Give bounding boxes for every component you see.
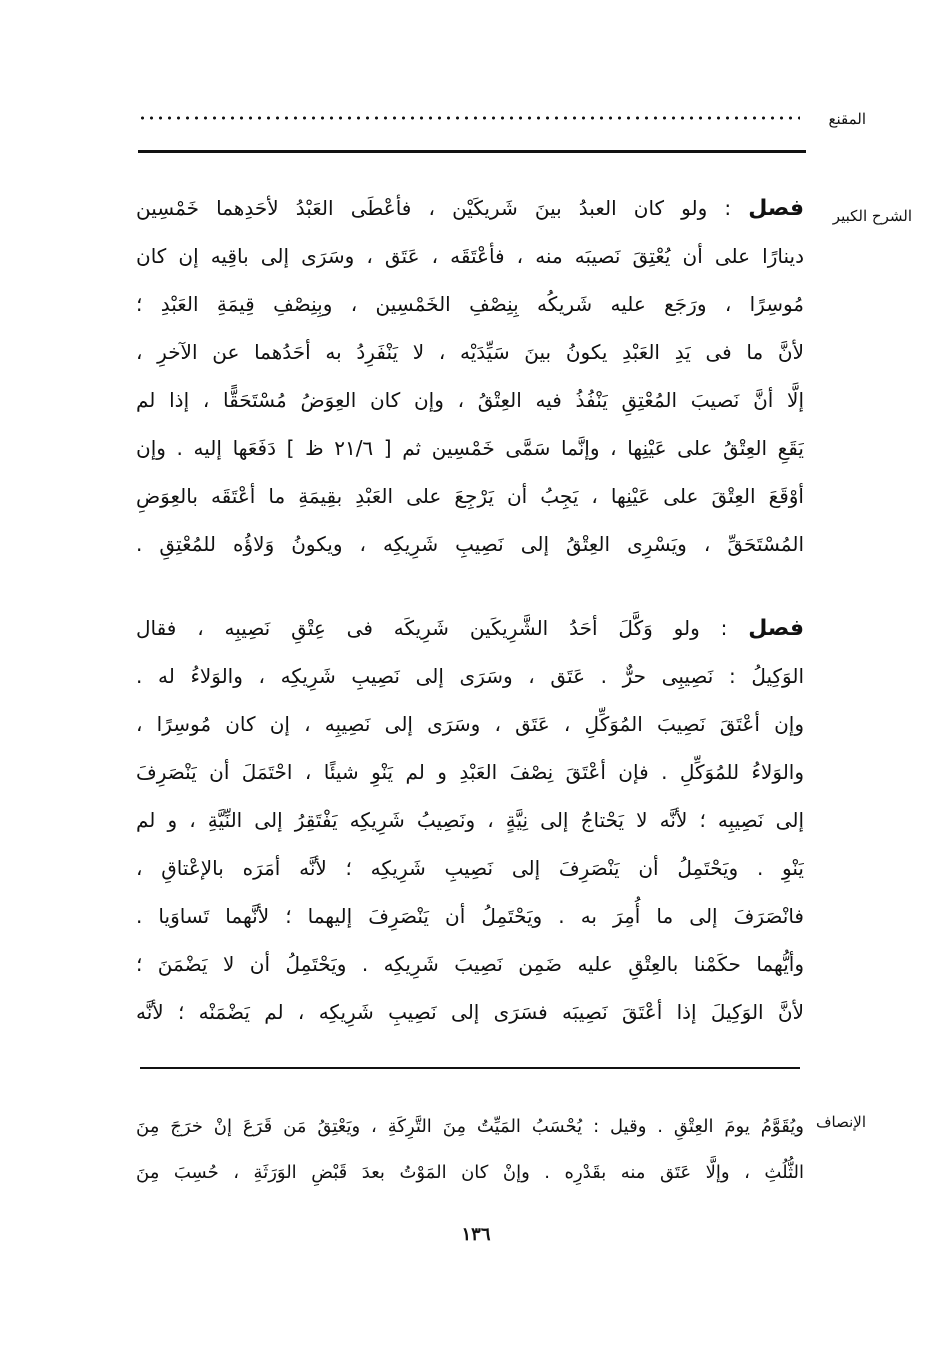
side-label-sharh: الشرح الكبير: [832, 207, 912, 225]
line-text: : ولو كان العبدُ بينَ شَريكَيْن ، فأعْطَى العَبْدُ لأحَدِهما خَمْسِين: [136, 196, 732, 220]
text-line: يَنْوِ . ويَحْتَمِلُ أن يَنْصَرِفَ إلى نَصِيبِ شَرِيكِه ؛ لأنَّه أمَرَه بالإعْتاقِ ،: [136, 856, 804, 880]
footnote-line: ويُقَوَّمُ يومَ العِتْقِ . وقيل : يُحْسَبُ المَيِّتُ مِنَ التَّرِكَةِ ، ويَعْتِقُ مَن قَرَعَ إنْ خرَجَ مِنَ: [136, 1116, 804, 1137]
paragraph-section-2: [136, 604, 804, 1036]
text-line: [136, 184, 804, 232]
text-line: يَقَعِ العِتْقُ على عَيْنِها ، وإنَّما سَمَّى خَمْسِين ثم [ ٢١/٦ ظ ] دَفَعَها إليه . وإن: [136, 436, 804, 460]
text-line: وإن أعْتَقَ نَصِيبَ المُوَكِّلِ ، عَتَق ، وسَرَى إلى نَصِيبِه ، إن كان مُوسِرًا ،: [136, 712, 804, 736]
text-line: [136, 604, 804, 652]
text-line: مُوسِرًا ، ورَجَع عليه شَريكُه بِنِصْفِ الخَمْسِين ، وبِنِصْفِ قِيمَةِ العَبْدِ ؛: [136, 292, 804, 316]
line-text: : ولو وَكَّلَ أحَدُ الشَّرِيكَين شَرِيكَه فى عِتْقِ نَصِيبِه ، فقال: [136, 616, 728, 640]
side-label-insaf: الإنصاف: [815, 1113, 866, 1131]
text-line: الوَكِيلُ : نَصِيبِى حرٌّ . عَتَق ، وسَرَى إلى نَصِيبِ شَرِيكِه ، والوَلاءُ له .: [136, 664, 804, 688]
header-dotted-leader: [138, 116, 800, 120]
text-line: إلى نَصِيبِه ؛ لأنَّه لا يَحْتاجُ إلى نِيَّةٍ ، ونَصِيبُ شَرِيكِه يَفْتَقِرُ إلى النِّيَّةِ ، و لم: [136, 808, 804, 832]
text-line: وأيُّهما حكَمْنا بالعِتْقِ عليه ضَمِن نَصِيبَ شَرِيكِه . ويَحْتَمِلُ أن لا يَضْمَنَ ؛: [136, 952, 804, 976]
text-line: المُسْتَحَقِّ ، ويَسْرِى العِتْقُ إلى نَصِيبِ شَرِيكِه ، ويكونُ وَلاؤُه للمُعْتِقِ .: [136, 532, 804, 556]
text-line: لأنَّ ما فى يَدِ العَبْدِ يكونُ بينَ سَيِّدَيْه ، لا يَنْفَرِدُ به أحَدُهما عن الآخرِ ،: [136, 340, 804, 364]
text-line: دينارًا على أن يُعْتِقَ نَصيبَه منه ، فأعْتَقَه ، عَتَق ، وسَرَى إلى باقِيه إن كان: [136, 244, 804, 268]
page-number: ١٣٦: [461, 1224, 491, 1245]
text-line: والوَلاءُ للمُوَكِّلِ . فإن أعْتَقَ نِصْفَ العَبْدِ و لم يَنْوِ شيئًا ، احْتَمَلَ أن يَنْصَرِفَ: [136, 760, 804, 784]
footnote-rule: [140, 1067, 800, 1069]
text-line: لأنَّ الوَكِيلَ إذا أعْتَقَ نَصِيبَه فسَرَى إلى نَصِيبِ شَرِيكِه ، لم يَضْمَنْه ؛ لأنَّه: [136, 1000, 804, 1024]
section-label: فصل: [748, 616, 804, 641]
footnote-insaf: [136, 1104, 804, 1196]
paragraph-section-1: [136, 184, 804, 568]
text-line: فانْصَرَفَ إلى ما أُمِرَ به . ويَحْتَمِلُ أن يَنْصَرِفَ إليهما ؛ لأنَّهما تَساوَيا .: [136, 904, 804, 928]
section-label: فصل: [748, 196, 804, 221]
header-rule: [138, 150, 806, 153]
footnote-line: الثُّلُثِ ، وإلَّا عَتَق منه بقَدْرِه . وإنْ كان المَوْتُ بعدَ قَبْضِ الوَرَثَةِ ، حُسِبَ مِنَ: [136, 1162, 804, 1183]
text-line: أوْقَعَ العِتْقَ على عَيْنِها ، يَجِبُ أن يَرْجِعَ على العَبْدِ بقِيمَةِ ما أعْتَقَه بالعِوَضِ: [136, 484, 804, 508]
text-line: إلَّا أنَّ نَصيبَ المُعْتِقِ يَنْفُذُ فيه العِتْقُ ، وإن كان العِوَضُ مُسْتَحَقًّا ، إذا لم: [136, 388, 804, 412]
running-header-title: المقنع: [828, 110, 866, 128]
